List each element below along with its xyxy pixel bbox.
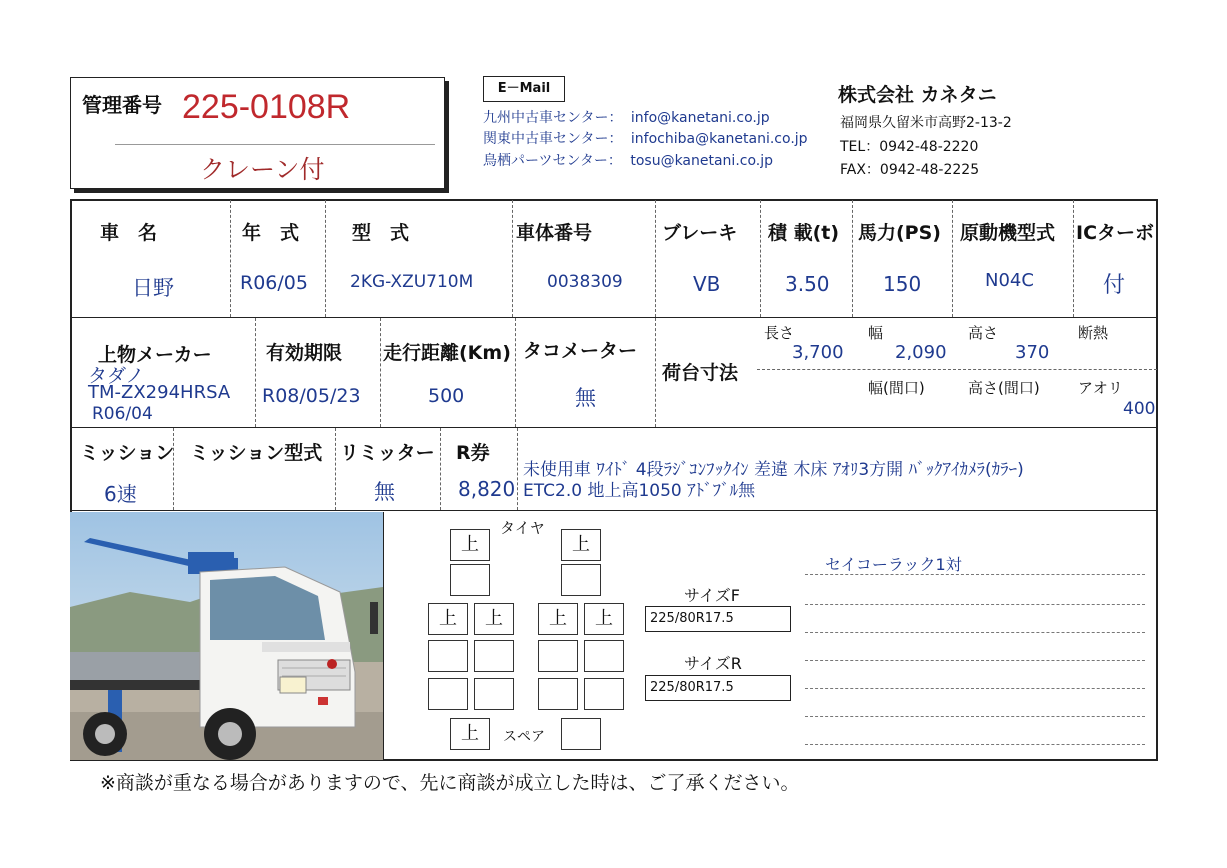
tire-front-right <box>561 529 601 561</box>
note-line-4 <box>805 660 1145 661</box>
header-vehicle-name: 車 名 <box>100 222 158 244</box>
r1-sep-8 <box>1073 200 1074 317</box>
value-height: 370 <box>1015 342 1050 363</box>
management-label: 管理番号 <box>82 93 162 117</box>
email-center-2 <box>483 128 808 148</box>
value-tachometer: 無 <box>575 386 596 410</box>
company-fax: FAX：0942-48-2225 <box>840 162 980 178</box>
tire-rri-mark: 上 <box>549 608 567 629</box>
management-number: 225-0108R <box>182 88 351 126</box>
email-label: E－Mail <box>497 81 551 96</box>
size-rear-field <box>645 675 791 701</box>
r1-sep-7 <box>952 200 953 317</box>
tire-spare-right <box>561 718 601 750</box>
header-limiter: リミッター <box>340 442 435 464</box>
r2-sep-3 <box>515 318 516 427</box>
truck-illustration <box>70 512 383 760</box>
r3-sep-2 <box>335 428 336 510</box>
tire-rear2-left-inner <box>474 640 514 672</box>
label-width: 幅 <box>868 324 884 342</box>
tire-rear3-right-inner <box>538 678 578 710</box>
company-tel: TEL：0942-48-2220 <box>840 139 979 155</box>
header-tachometer: タコメーター <box>523 340 638 362</box>
tire-front-right-2 <box>561 564 601 596</box>
notes-line-2: ETC2.0 地上高1050 ｱﾄﾞﾌﾞﾙ無 <box>523 481 756 501</box>
r3-sep-3 <box>440 428 441 510</box>
tire-front-right-mark: 上 <box>572 534 590 555</box>
r1-sep-6 <box>852 200 853 317</box>
value-horsepower: 150 <box>883 272 922 296</box>
tire-rear-left-inner <box>474 603 514 635</box>
label-insulation: 断熱 <box>1078 324 1109 342</box>
company-address: 福岡県久留米市高野2-13-2 <box>840 115 1012 131</box>
r2-sep-4 <box>655 318 656 427</box>
label-height: 高さ <box>968 324 999 342</box>
email-center-3 <box>483 150 773 170</box>
header-year: 年 式 <box>242 222 300 244</box>
r3-sep-4 <box>517 428 518 510</box>
value-mission: 6速 <box>104 482 137 506</box>
header-r-ticket: R券 <box>456 442 490 464</box>
header-load: 積 載(t) <box>768 222 840 244</box>
header-mileage: 走行距離(Km) <box>383 342 511 364</box>
value-width: 2,090 <box>895 342 947 363</box>
tire-rear2-right-outer <box>584 640 624 672</box>
label-length: 長さ <box>764 324 795 342</box>
management-divider <box>115 144 435 145</box>
center-1-name: 九州中古車センター： <box>483 110 623 126</box>
value-length: 3,700 <box>792 342 844 363</box>
photo-right-border <box>383 512 384 760</box>
tire-rear-left-outer <box>428 603 468 635</box>
value-year: R06/05 <box>240 272 308 294</box>
tire-rear-right-outer <box>584 603 624 635</box>
label-height-opening: 高さ(間口) <box>968 379 1040 397</box>
r1-sep-2 <box>325 200 326 317</box>
value-r-ticket: 8,820 <box>458 477 516 501</box>
value-gate: 400 <box>1123 399 1156 419</box>
note-line-6 <box>805 716 1145 717</box>
tire-rro-mark: 上 <box>595 608 613 629</box>
value-body-date: R06/04 <box>92 404 153 424</box>
tire-rear3-left-inner <box>474 678 514 710</box>
email-center-1 <box>483 107 770 127</box>
r2-sep-1 <box>255 318 256 427</box>
tire-rear2-right-inner <box>538 640 578 672</box>
value-brake: VB <box>693 272 721 296</box>
notes-line-1: 未使用車 ﾜｲﾄﾞ 4段ﾗｼﾞｺﾝﾌｯｸｲﾝ 差違 木床 ｱｵﾘ3方開 ﾊﾞｯｸｱｲｶﾒﾗ(ｶﾗｰ) <box>523 460 1024 480</box>
header-model: 型 式 <box>352 222 410 244</box>
tire-front-left-2 <box>450 564 490 596</box>
center-2-email[interactable]: infochiba@kanetani.co.jp <box>630 131 808 147</box>
size-front-label: サイズF <box>684 586 740 605</box>
header-horsepower: 馬力(PS) <box>858 222 941 244</box>
header-turbo: ICターボ <box>1076 222 1155 244</box>
r1-sep-5 <box>760 200 761 317</box>
label-width-opening: 幅(間口) <box>868 379 925 397</box>
tire-rear3-right-outer <box>584 678 624 710</box>
header-mission: ミッション <box>80 442 175 464</box>
footer-note: ※商談が重なる場合がありますので、先に商談が成立した時は、ご了承ください。 <box>100 772 800 794</box>
value-limiter: 無 <box>374 480 395 504</box>
size-rear-value: 225/80R17.5 <box>650 680 734 695</box>
tire-rlo-mark: 上 <box>439 608 457 629</box>
center-3-email[interactable]: tosu@kanetani.co.jp <box>630 153 774 169</box>
header-bed-dimensions: 荷台寸法 <box>662 362 739 384</box>
row-divider-2 <box>70 427 1158 428</box>
center-2-name: 関東中古車センター： <box>483 131 623 147</box>
value-vehicle-name: 日野 <box>132 276 174 300</box>
value-body-maker: タダノ <box>88 365 145 387</box>
note-line-7 <box>805 744 1145 745</box>
value-engine: N04C <box>985 270 1034 291</box>
note-line-2 <box>805 604 1145 605</box>
value-expiry: R08/05/23 <box>262 385 361 407</box>
extra-note: セイコーラック1対 <box>825 555 962 574</box>
tire-spare-left <box>450 718 490 750</box>
email-label-box <box>483 76 565 102</box>
note-line-3 <box>805 632 1145 633</box>
center-3-name: 鳥栖パーツセンター： <box>483 153 622 169</box>
header-mission-type: ミッション型式 <box>190 442 323 464</box>
r1-sep-4 <box>655 200 656 317</box>
size-front-value: 225/80R17.5 <box>650 611 734 626</box>
value-body-model: TM-ZX294HRSA <box>88 382 231 403</box>
tire-rear3-left-outer <box>428 678 468 710</box>
value-mileage: 500 <box>428 385 465 407</box>
value-model: 2KG-XZU710M <box>350 272 474 292</box>
row-divider-1 <box>70 317 1158 318</box>
value-turbo: 付 <box>1103 273 1126 298</box>
row-divider-3 <box>70 510 1158 511</box>
tire-front-left <box>450 529 490 561</box>
company-name: 株式会社 カネタニ <box>838 84 997 106</box>
r2-sep-2 <box>380 318 381 427</box>
tire-rear-right-inner <box>538 603 578 635</box>
header-chassis: 車体番号 <box>516 222 593 244</box>
tire-rli-mark: 上 <box>485 608 503 629</box>
value-load: 3.50 <box>785 272 830 296</box>
r1-sep-1 <box>230 200 231 317</box>
tire-rear2-left-outer <box>428 640 468 672</box>
header-engine: 原動機型式 <box>960 222 1056 244</box>
center-1-email[interactable]: info@kanetani.co.jp <box>630 110 770 126</box>
size-front-field <box>645 606 791 632</box>
r1-sep-3 <box>512 200 513 317</box>
vehicle-photo <box>70 512 383 760</box>
header-body-maker: 上物メーカー <box>98 344 212 366</box>
header-expiry: 有効期限 <box>266 342 343 364</box>
spare-label: スペア <box>503 729 545 745</box>
value-chassis: 0038309 <box>547 272 623 292</box>
dims-divider <box>757 369 1157 370</box>
tire-front-left-mark: 上 <box>461 534 479 555</box>
tire-spare-mark: 上 <box>461 723 479 744</box>
label-gate: アオリ <box>1078 379 1123 397</box>
crane-note: クレーン付 <box>200 155 325 184</box>
note-line-5 <box>805 688 1145 689</box>
size-rear-label: サイズR <box>684 654 742 673</box>
note-line-1 <box>805 574 1145 575</box>
tire-title: タイヤ <box>500 519 545 537</box>
header-brake: ブレーキ <box>662 222 738 244</box>
